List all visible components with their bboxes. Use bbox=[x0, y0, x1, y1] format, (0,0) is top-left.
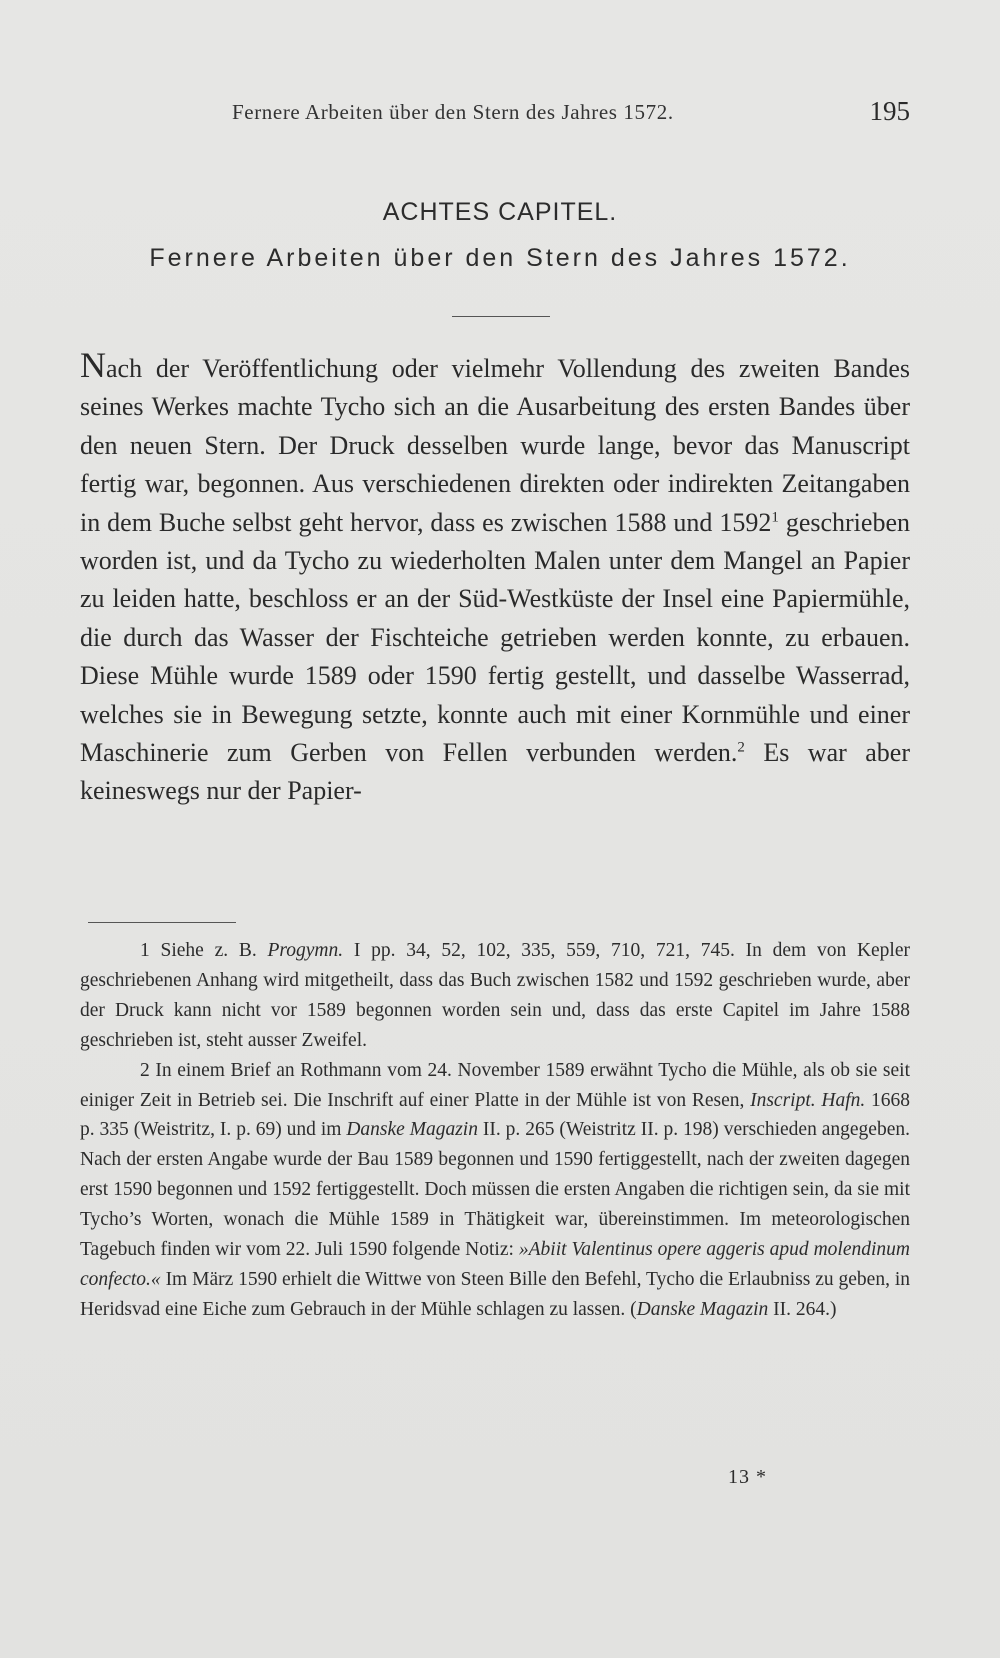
body-paragraph bbox=[80, 345, 910, 811]
footnote-ref-2[interactable]: 2 bbox=[737, 739, 745, 756]
footnote-text: Im März 1590 erhielt die Wittwe von Steen Bille den Befehl, Tycho die Erlaubniss zu geben, in Heridsvad eine Eiche zum Gebrauch in der Mühle schlagen zu lassen. ( bbox=[80, 1268, 911, 1320]
footnote-mark: 2 bbox=[140, 1059, 150, 1081]
footnote-text: Siehe z. B. bbox=[160, 940, 268, 961]
chapter-heading: ACHTES CAPITEL. bbox=[382, 198, 618, 226]
body-text-segment: ach der Veröffentlichung oder vielmehr Vollendung des zweiten Bandes seines Werkes machte Tycho sich an die Ausarbeitung des ersten Bandes über den neuen Stern. Der Druck desselben wurde lange, bevor das Manuscript fertig war, begonnen. Aus verschiedenen direkten oder indirekten Zeitangaben in dem Buche selbst geht hervor, dass es zwischen 1588 und 1592 bbox=[80, 354, 910, 537]
initial-letter: N bbox=[80, 345, 106, 385]
running-head bbox=[80, 96, 910, 130]
signature-mark: 13 * bbox=[728, 1466, 767, 1488]
footnotes bbox=[80, 936, 910, 1325]
footnote-rule bbox=[88, 922, 236, 923]
footnote-italic: Danske Magazin bbox=[636, 1298, 769, 1320]
body-text-segment: Es war aber keineswegs nur der Papier- bbox=[80, 738, 910, 806]
chapter-title: Fernere Arbeiten über den Stern des Jahres 1572. bbox=[149, 244, 851, 272]
footnote-1 bbox=[80, 936, 910, 1056]
footnote-text: II. 264.) bbox=[768, 1298, 837, 1320]
footnote-italic: Progymn. bbox=[267, 940, 344, 961]
footnote-text: In einem Brief an Rothmann vom 24. November 1589 erwähnt Tycho die Mühle, als ob sie seit einiger Zeit in Betrieb sei. Die Inschrift auf einer Platte in der Mühle ist von Resen, bbox=[80, 1059, 910, 1111]
body-text-segment: geschrieben worden ist, und da Tycho zu wiederholten Malen unter dem Mangel an Papier zu leiden hatte, beschloss er an der Süd-Westküste der Insel eine Papiermühle, die durch das Wasser der Fischteiche getrieben werden konnte, zu erbauen. Diese Mühle wurde 1589 oder 1590 fertig gestellt, und dasselbe Wasserrad, welches sie in Bewegung setzte, konnte auch mit einer Kornmühle und einer Maschinerie zum Gerben von Fellen verbunden werden. bbox=[80, 507, 910, 768]
footnote-text: 1668 p. 335 (Weistritz, I. p. 69) und im bbox=[80, 1089, 910, 1141]
footnote-text: II. p. 265 (Weistritz II. p. 198) verschieden angegeben. Nach der ersten Angabe wurde der Bau 1589 begonnen und 1590 fertiggestellt, nach der zweiten dagegen erst 1590 begonnen und 1592 fertiggestellt. Doch müssen die ersten Angaben die richtigen sein, da sie mit Tycho’s Worten, wonach die Mühle 1589 in Thätigkeit war, übereinstimmen. Im meteorologischen Tagebuch finden wir vom 22. Juli 1590 folgende Notiz: bbox=[80, 1119, 910, 1261]
footnote-italic: Inscript. Hafn. bbox=[750, 1089, 866, 1111]
title-rule bbox=[452, 316, 550, 317]
footnote-mark: 1 bbox=[140, 940, 150, 961]
footnote-text: I pp. 34, 52, 102, 335, 559, 710, 721, 745. In dem von Kepler geschriebenen Anhang wird mitgetheilt, dass das Buch zwischen 1582 und 1592 geschrieben wurde, aber der Druck kann nicht vor 1589 begonnen worden sein und, dass das erste Capitel im Jahre 1588 geschrieben ist, steht ausser Zweifel. bbox=[80, 940, 911, 1051]
page-number: 195 bbox=[869, 96, 910, 126]
footnote-ref-1[interactable]: 1 bbox=[771, 508, 779, 525]
footnote-italic: Danske Magazin bbox=[346, 1119, 478, 1141]
footnote-2 bbox=[80, 1056, 910, 1325]
footnote-italic: »Abiit Valentinus opere aggeris apud molendinum confecto.« bbox=[80, 1239, 910, 1290]
running-title: Fernere Arbeiten über den Stern des Jahres 1572. bbox=[232, 100, 674, 124]
body-text bbox=[80, 345, 910, 811]
